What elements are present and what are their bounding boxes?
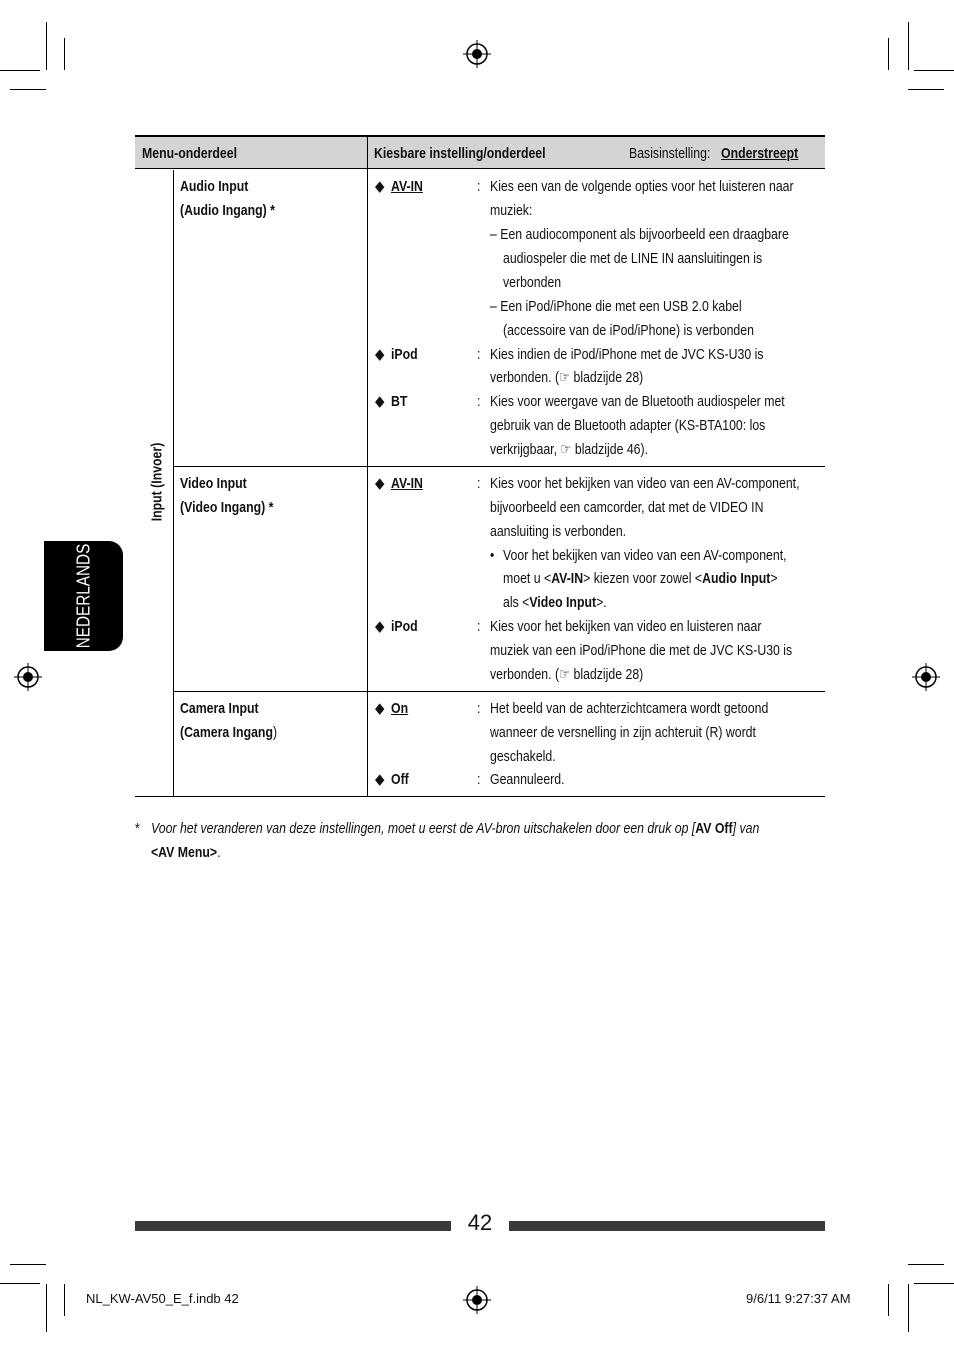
crop-mark [10,89,46,90]
option-name: iPod [391,346,418,363]
option-colon: : [477,475,481,492]
menu-item-title: Audio Input [180,178,249,195]
option-desc-line: Het beeld van de achterzichtcamera wordt getoond [490,700,769,717]
header-default-value: Onderstreept [721,145,799,162]
option-desc-line: muziek: [490,202,533,219]
option-desc-line: muziek van een iPod/iPhone die met de JVC KS-U30 is [490,642,793,659]
crop-mark [908,1284,909,1332]
slug-timestamp: 9/6/11 9:27:37 AM [746,1291,851,1306]
option-desc-line: – Een audiocomponent als bijvoorbeeld een draagbare [490,226,789,243]
option-desc-line: verbonden [503,274,562,291]
option-bullet-icon: ◆ [375,393,385,410]
option-bullet-icon: ◆ [375,700,385,717]
crop-mark [914,70,954,71]
registration-mark-icon [912,663,940,691]
crop-mark [64,1284,65,1316]
option-desc-line: verbonden. (☞ bladzijde 28) [490,369,644,386]
menu-item-subtitle: (Camera Ingang) [180,724,278,741]
header-col-setting: Kiesbare instelling/onderdeel [374,145,546,162]
table-divider [173,170,174,797]
registration-mark-icon [463,40,491,68]
crop-mark [914,1283,954,1284]
slug-file-info: NL_KW-AV50_E_f.indb 42 [86,1291,239,1306]
option-desc-line: geschakeld. [490,748,556,765]
menu-item-title: Video Input [180,475,247,492]
option-desc-line: Kies voor het bekijken van video van een AV-component, [490,475,800,492]
note-line: Voor het bekijken van video van een AV-component, [503,547,787,564]
option-bullet-icon: ◆ [375,475,385,492]
option-bullet-icon: ◆ [375,178,385,195]
option-name: Off [391,771,409,788]
option-desc-line: – Een iPod/iPhone die met een USB 2.0 kabel [490,298,742,315]
crop-mark [0,70,40,71]
option-colon: : [477,618,481,635]
option-name: AV-IN [391,178,423,195]
option-desc-line: verbonden. (☞ bladzijde 28) [490,666,644,683]
option-colon: : [477,393,481,410]
crop-mark [908,1264,944,1265]
option-desc-line: (accessoire van de iPod/iPhone) is verbonden [503,322,754,339]
option-bullet-icon: ◆ [375,346,385,363]
option-name: AV-IN [391,475,423,492]
note-line: moet u <AV-IN> kiezen voor zowel <Audio Input> [503,570,778,587]
option-bullet-icon: ◆ [375,771,385,788]
group-label: Input (Invoer) [148,442,166,522]
footer-bar-right [509,1221,825,1231]
option-desc-line: audiospeler die met de LINE IN aansluitingen is [503,250,763,267]
footnote-line-2: <AV Menu>. [151,844,221,861]
crop-mark [908,22,909,70]
menu-item-subtitle: (Video Ingang) * [180,499,274,516]
table-divider [173,691,825,692]
option-colon: : [477,346,481,363]
header-col-menu-item: Menu-onderdeel [142,145,237,162]
header-default-prefix: Basisinstelling: [629,145,711,162]
note-bullet: • [490,547,495,564]
option-desc-line: Kies voor het bekijken van video en luisteren naar [490,618,762,635]
option-desc-line: gebruik van de Bluetooth adapter (KS-BTA100: los [490,417,766,434]
menu-item-title: Camera Input [180,700,259,717]
option-name: BT [391,393,408,410]
crop-mark [888,1284,889,1316]
option-colon: : [477,771,481,788]
option-desc-line: bijvoorbeeld een camcorder, dat met de VIDEO IN [490,499,764,516]
registration-mark-icon [14,663,42,691]
option-name: On [391,700,409,717]
crop-mark [0,1283,40,1284]
option-desc-line: wanneer de versnelling in zijn achteruit (R) wordt [490,724,756,741]
option-colon: : [477,178,481,195]
table-bottom-rule [135,796,825,797]
option-desc-line: Kies voor weergave van de Bluetooth audiospeler met [490,393,785,410]
footnote-star: * [135,820,140,837]
page-number: 42 [467,1210,493,1235]
option-desc-line: Kies een van de volgende opties voor het luisteren naar [490,178,794,195]
crop-mark [10,1264,46,1265]
menu-item-subtitle: (Audio Ingang) * [180,202,275,219]
option-bullet-icon: ◆ [375,618,385,635]
table-divider [173,466,825,467]
option-name: iPod [391,618,418,635]
option-desc-line: verkrijgbaar, ☞ bladzijde 46). [490,441,649,458]
option-desc-line: aansluiting is verbonden. [490,523,627,540]
footnote-line-1: Voor het veranderen van deze instellingen, moet u eerst de AV-bron uitschakelen door een druk op [AV Off] van [151,820,760,837]
option-desc-line: Kies indien de iPod/iPhone met de JVC KS-U30 is [490,346,764,363]
crop-mark [64,38,65,70]
footer-bar-left [135,1221,451,1231]
crop-mark [908,89,944,90]
crop-mark [888,38,889,70]
registration-mark-icon [463,1286,491,1314]
option-colon: : [477,700,481,717]
language-tab-label: NEDERLANDS [73,543,94,649]
note-line: als <Video Input>. [503,594,607,611]
crop-mark [46,1284,47,1332]
option-desc-line: Geannuleerd. [490,771,565,788]
crop-mark [46,22,47,70]
